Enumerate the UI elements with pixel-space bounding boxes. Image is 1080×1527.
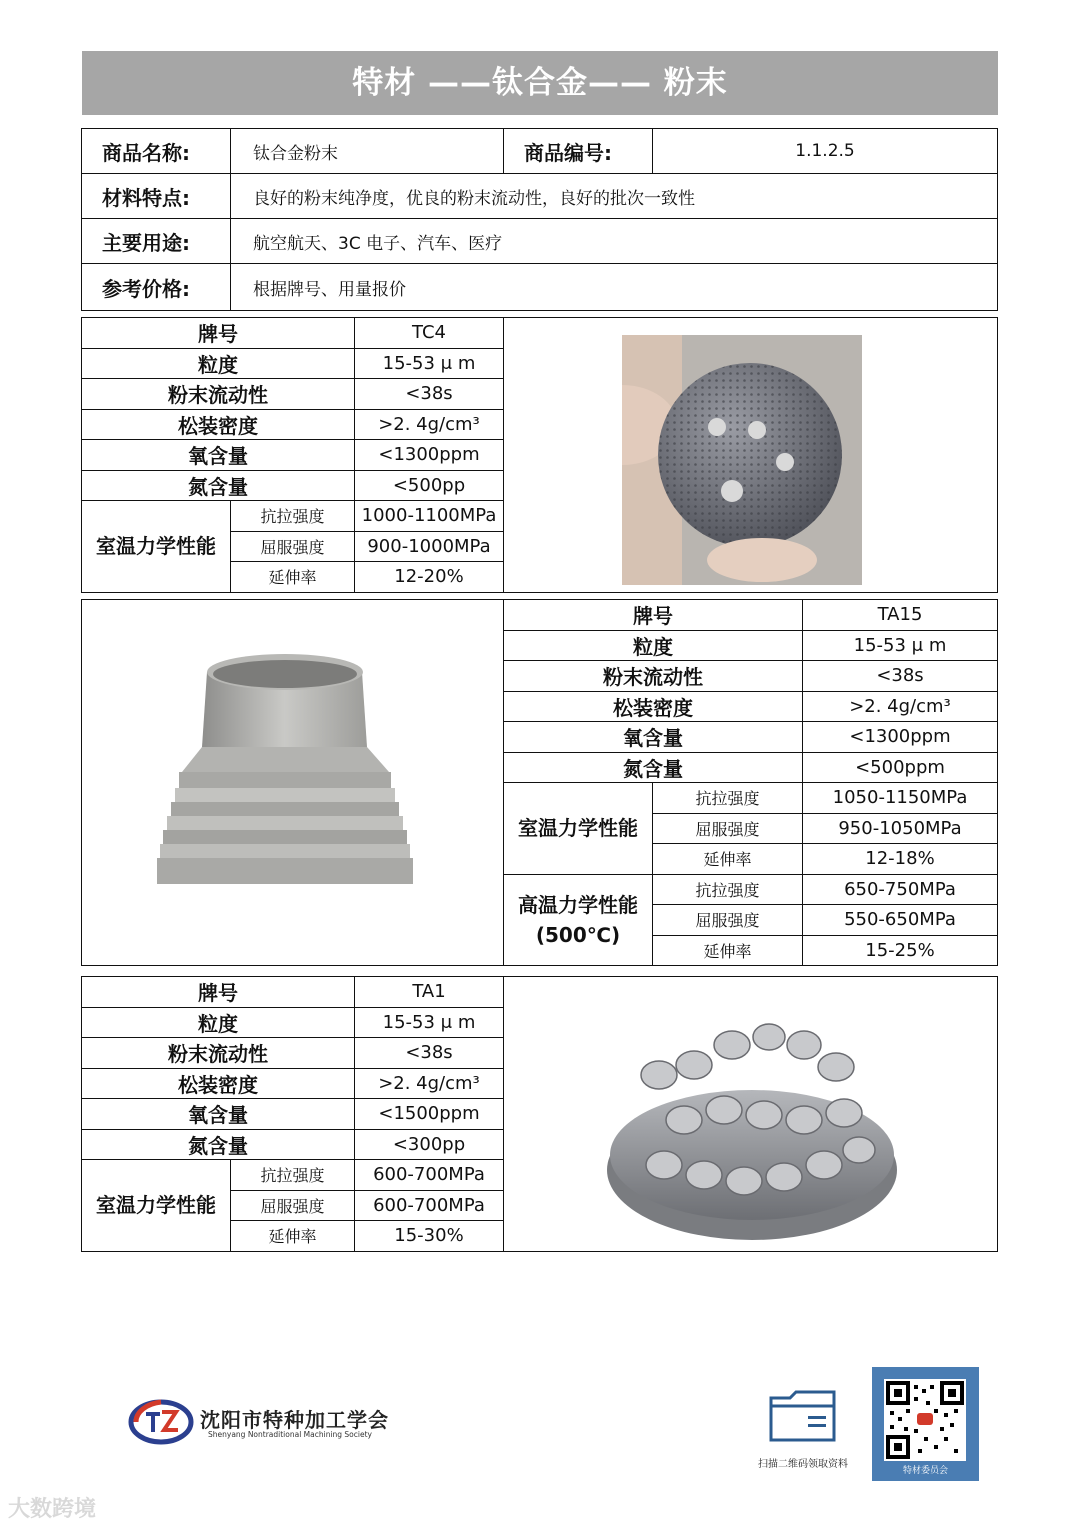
scan-caption: 扫描二维码领取资料 — [758, 1459, 848, 1470]
ta15-density-label: 松装密度 — [504, 691, 803, 722]
page-title: 特材 ——钛合金—— 粉末 — [82, 51, 998, 115]
tc4-grade-value: TC4 — [355, 318, 504, 349]
usage-label: 主要用途: — [82, 219, 231, 264]
ta1-density-label: 松装密度 — [82, 1068, 355, 1099]
ta15-room-mech-label: 室温力学性能 — [504, 783, 653, 875]
ta15-size-value: 15-53 μ m — [803, 630, 998, 661]
ta15-high-mech-line2: (500℃) — [535, 922, 621, 947]
stepped-part-photo — [157, 652, 417, 897]
qr-code — [884, 1379, 966, 1461]
ta1-nitrogen-label: 氮含量 — [82, 1129, 355, 1160]
tc4-image-cell — [504, 318, 998, 593]
tc4-tensile-label: 抗拉强度 — [231, 501, 355, 532]
ta1-grade-label: 牌号 — [82, 977, 355, 1008]
ta15-grade-label: 牌号 — [504, 600, 803, 631]
tc4-oxygen-label: 氧含量 — [82, 440, 355, 471]
ta15-grade-value: TA15 — [803, 600, 998, 631]
ta1-oxygen-label: 氧含量 — [82, 1099, 355, 1130]
ta15-yield-value: 950-1050MPa — [803, 813, 998, 844]
ta15-ht-yield-value: 550-650MPa — [803, 905, 998, 936]
ta1-yield-value: 600-700MPa — [355, 1190, 504, 1221]
ta15-elong-label: 延伸率 — [653, 844, 803, 875]
tc4-tensile-value: 1000-1100MPa — [355, 501, 504, 532]
code-value: 1.1.2.5 — [653, 129, 998, 174]
society-english-name: Shenyang Nontraditional Machining Society — [208, 1430, 372, 1439]
ta15-flow-label: 粉末流动性 — [504, 661, 803, 692]
tc4-flow-label: 粉末流动性 — [82, 379, 355, 410]
price-label: 参考价格: — [82, 264, 231, 311]
society-logo-icon — [128, 1398, 194, 1446]
tc4-oxygen-value: <1300ppm — [355, 440, 504, 471]
ta1-size-value: 15-53 μ m — [355, 1007, 504, 1038]
ta1-spec-table — [81, 976, 998, 1252]
ta15-spec-table — [81, 599, 998, 966]
usage-value: 航空航天、3C 电子、汽车、医疗 — [231, 219, 998, 264]
ta15-elong-value: 12-18% — [803, 844, 998, 875]
tc4-nitrogen-value: <500pp — [355, 470, 504, 501]
ta15-size-label: 粒度 — [504, 630, 803, 661]
ta15-high-mech-label — [504, 874, 653, 966]
ta15-yield-label: 屈服强度 — [653, 813, 803, 844]
ta15-tensile-label: 抗拉强度 — [653, 783, 803, 814]
ta1-flow-label: 粉末流动性 — [82, 1038, 355, 1069]
ta15-ht-tensile-value: 650-750MPa — [803, 874, 998, 905]
ta15-ht-elong-value: 15-25% — [803, 935, 998, 966]
ta1-size-label: 粒度 — [82, 1007, 355, 1038]
ta1-grade-value: TA1 — [355, 977, 504, 1008]
tc4-elong-label: 延伸率 — [231, 562, 355, 593]
tc4-elong-value: 12-20% — [355, 562, 504, 593]
tc4-flow-value: <38s — [355, 379, 504, 410]
ta15-ht-elong-label: 延伸率 — [653, 935, 803, 966]
ta1-elong-label: 延伸率 — [231, 1221, 355, 1252]
ta1-image-cell — [504, 977, 998, 1252]
ta1-flow-value: <38s — [355, 1038, 504, 1069]
ta15-ht-tensile-label: 抗拉强度 — [653, 874, 803, 905]
folder-icon — [768, 1386, 838, 1444]
tc4-density-label: 松装密度 — [82, 409, 355, 440]
ta15-density-value: >2. 4g/cm³ — [803, 691, 998, 722]
ta15-high-mech-line1: 高温力学性能 — [518, 892, 638, 917]
ta1-nitrogen-value: <300pp — [355, 1129, 504, 1160]
ta15-nitrogen-value: <500ppm — [803, 752, 998, 783]
dental-crowns-photo — [604, 1005, 899, 1245]
ta1-density-value: >2. 4g/cm³ — [355, 1068, 504, 1099]
ta1-tensile-label: 抗拉强度 — [231, 1160, 355, 1191]
qr-caption: 特材委员会 — [902, 1466, 948, 1476]
code-label: 商品编号: — [504, 129, 653, 174]
watermark: 大数跨境 — [8, 1497, 97, 1522]
name-value: 钛合金粉末 — [231, 129, 504, 174]
ta15-nitrogen-label: 氮含量 — [504, 752, 803, 783]
tc4-room-mech-label: 室温力学性能 — [82, 501, 231, 593]
qr-card[interactable] — [872, 1367, 979, 1481]
tc4-nitrogen-label: 氮含量 — [82, 470, 355, 501]
tc4-spec-table — [81, 317, 998, 593]
tc4-density-value: >2. 4g/cm³ — [355, 409, 504, 440]
society-name: 沈阳市特种加工学会 — [200, 1408, 389, 1432]
tc4-yield-value: 900-1000MPa — [355, 531, 504, 562]
tc4-size-label: 粒度 — [82, 348, 355, 379]
price-value: 根据牌号、用量报价 — [231, 264, 998, 311]
ta15-tensile-value: 1050-1150MPa — [803, 783, 998, 814]
ta1-yield-label: 屈服强度 — [231, 1190, 355, 1221]
ta1-tensile-value: 600-700MPa — [355, 1160, 504, 1191]
feature-label: 材料特点: — [82, 174, 231, 219]
ta15-image-cell — [82, 600, 504, 966]
feature-value: 良好的粉末纯净度，优良的粉末流动性，良好的批次一致性 — [231, 174, 998, 219]
ta15-ht-yield-label: 屈服强度 — [653, 905, 803, 936]
name-label: 商品名称: — [82, 129, 231, 174]
tc4-grade-label: 牌号 — [82, 318, 355, 349]
porous-sphere-photo — [622, 335, 862, 585]
ta15-oxygen-value: <1300ppm — [803, 722, 998, 753]
ta1-room-mech-label: 室温力学性能 — [82, 1160, 231, 1252]
ta1-elong-value: 15-30% — [355, 1221, 504, 1252]
tc4-yield-label: 屈服强度 — [231, 531, 355, 562]
ta15-oxygen-label: 氧含量 — [504, 722, 803, 753]
qr-pattern-icon — [884, 1379, 966, 1461]
product-info-table — [81, 128, 998, 311]
tc4-size-value: 15-53 μ m — [355, 348, 504, 379]
ta1-oxygen-value: <1500ppm — [355, 1099, 504, 1130]
ta15-flow-value: <38s — [803, 661, 998, 692]
